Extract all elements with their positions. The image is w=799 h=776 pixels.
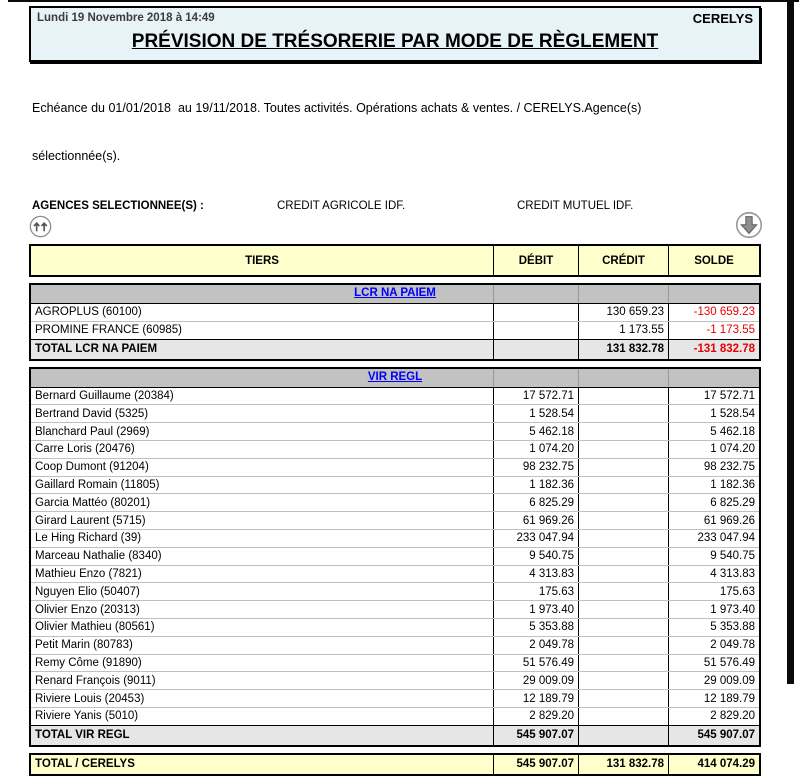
column-header-row	[29, 244, 761, 277]
tiers-cell: Remy Côme (91890)	[35, 656, 142, 669]
table-row	[31, 636, 759, 654]
debit-cell: 51 576.49	[493, 655, 578, 672]
table-row	[31, 547, 759, 565]
column-header-credit: CRÉDIT	[578, 246, 668, 275]
tiers-cell: Olivier Mathieu (80561)	[35, 621, 155, 634]
debit-cell	[493, 322, 578, 339]
credit-cell	[578, 708, 668, 725]
scroll-to-bottom-button[interactable]	[735, 211, 763, 239]
solde-cell: 1 074.20	[668, 441, 759, 458]
grand-total-debit: 545 907.07	[493, 755, 578, 774]
tiers-cell: TOTAL VIR REGL	[35, 729, 130, 742]
credit-cell	[578, 441, 668, 458]
debit-cell: 29 009.09	[493, 672, 578, 689]
grand-total-row	[29, 753, 761, 776]
agency-item: CREDIT AGRICOLE IDF.	[277, 200, 406, 212]
window-frame-top-line	[8, 0, 799, 2]
tiers-cell: Carre Loris (20476)	[35, 443, 135, 456]
credit-cell	[578, 601, 668, 618]
credit-cell	[578, 726, 668, 745]
tiers-cell: Blanchard Paul (2969)	[35, 425, 150, 438]
report-datetime: Lundi 19 Novembre 2018 à 14:49	[37, 12, 215, 24]
debit-cell: 175.63	[493, 583, 578, 600]
grand-total-credit: 131 832.78	[578, 755, 668, 774]
credit-cell	[578, 423, 668, 440]
report-header	[29, 6, 761, 62]
agency-item: CREDIT MUTUEL IDF.	[517, 200, 634, 212]
tiers-cell: Bernard Guillaume (20384)	[35, 389, 174, 402]
table-row	[31, 304, 759, 321]
double-up-arrow-icon	[29, 215, 52, 238]
tiers-cell: Bertrand David (5325)	[35, 407, 149, 420]
table-row	[31, 565, 759, 583]
solde-cell: 6 825.29	[668, 494, 759, 511]
tiers-cell: Girard Laurent (5715)	[35, 514, 146, 527]
credit-cell	[578, 655, 668, 672]
credit-cell	[578, 494, 668, 511]
selected-agencies-row	[29, 200, 761, 212]
credit-cell: 131 832.78	[578, 340, 668, 359]
debit-cell	[493, 304, 578, 321]
credit-cell	[578, 405, 668, 422]
table-row	[31, 458, 759, 476]
tiers-cell: Olivier Enzo (20313)	[35, 603, 140, 616]
tiers-cell: Renard François (9011)	[35, 674, 156, 687]
debit-cell: 98 232.75	[493, 459, 578, 476]
tiers-cell: PROMINE FRANCE (60985)	[35, 324, 182, 337]
company-name: CERELYS	[692, 11, 753, 26]
table-row	[31, 511, 759, 529]
tiers-cell: Marceau Nathalie (8340)	[35, 550, 162, 563]
navigation-row	[29, 214, 761, 241]
solde-cell: 1 528.54	[668, 405, 759, 422]
table-row	[31, 600, 759, 618]
column-header-debit: DÉBIT	[493, 246, 578, 275]
solde-cell: 51 576.49	[668, 655, 759, 672]
table-row	[31, 618, 759, 636]
debit-cell: 1 973.40	[493, 601, 578, 618]
report-criteria	[29, 68, 761, 196]
tiers-cell: Coop Dumont (91204)	[35, 461, 149, 474]
table-row	[31, 321, 759, 339]
report-title: PRÉVISION DE TRÉSORERIE PAR MODE DE RÈGLEMENT	[131, 31, 659, 52]
table-row	[31, 388, 759, 405]
debit-cell: 4 313.83	[493, 566, 578, 583]
credit-cell	[578, 530, 668, 547]
tiers-cell: Le Hing Richard (39)	[35, 532, 142, 545]
table-row	[31, 440, 759, 458]
debit-cell: 9 540.75	[493, 548, 578, 565]
solde-cell: 12 189.79	[668, 690, 759, 707]
debit-cell: 61 969.26	[493, 512, 578, 529]
solde-cell: -130 659.23	[668, 304, 759, 321]
debit-cell	[493, 340, 578, 359]
solde-cell: 2 049.78	[668, 637, 759, 654]
report-sections	[29, 283, 761, 747]
debit-cell: 17 572.71	[493, 388, 578, 405]
section-header	[31, 285, 759, 304]
credit-cell	[578, 690, 668, 707]
criteria-line-2: sélectionnée(s).	[32, 149, 121, 163]
tiers-cell: Riviere Yanis (5010)	[35, 710, 139, 723]
tiers-cell: Nguyen Elio (50407)	[35, 585, 140, 598]
section-vir-regl	[29, 367, 761, 747]
credit-cell	[578, 512, 668, 529]
section-title-link[interactable]: VIR REGL	[367, 370, 423, 383]
table-row	[31, 689, 759, 707]
solde-cell: 98 232.75	[668, 459, 759, 476]
credit-cell	[578, 477, 668, 494]
solde-cell: 175.63	[668, 583, 759, 600]
table-row	[31, 404, 759, 422]
solde-cell: 29 009.09	[668, 672, 759, 689]
credit-cell: 1 173.55	[578, 322, 668, 339]
solde-cell: 1 973.40	[668, 601, 759, 618]
debit-cell: 5 462.18	[493, 423, 578, 440]
section-title-link[interactable]: LCR NA PAIEM	[354, 287, 436, 299]
credit-cell	[578, 459, 668, 476]
solde-cell: 17 572.71	[668, 388, 759, 405]
table-row	[31, 654, 759, 672]
section-total-row	[31, 725, 759, 745]
solde-cell: -1 173.55	[668, 322, 759, 339]
tiers-cell: Riviere Louis (20453)	[35, 692, 145, 705]
grand-total-solde: 414 074.29	[668, 755, 759, 774]
credit-cell	[578, 619, 668, 636]
down-arrow-icon	[735, 211, 763, 239]
tiers-cell: Mathieu Enzo (7821)	[35, 567, 142, 580]
solde-cell: -131 832.78	[668, 340, 759, 359]
solde-cell: 2 829.20	[668, 708, 759, 725]
window-frame-right-bar	[787, 0, 794, 684]
agencies-label: AGENCES SELECTIONNEE(S) :	[32, 200, 204, 212]
credit-cell: 130 659.23	[578, 304, 668, 321]
section-header	[31, 369, 759, 388]
table-row	[31, 493, 759, 511]
debit-cell: 1 528.54	[493, 405, 578, 422]
solde-cell: 5 462.18	[668, 423, 759, 440]
tiers-cell: Petit Marin (80783)	[35, 639, 133, 652]
table-row	[31, 707, 759, 725]
debit-cell: 1 074.20	[493, 441, 578, 458]
credit-cell	[578, 672, 668, 689]
tiers-cell: AGROPLUS (60100)	[35, 306, 142, 319]
credit-cell	[578, 583, 668, 600]
solde-cell: 233 047.94	[668, 530, 759, 547]
section-total-row	[31, 339, 759, 359]
solde-cell: 61 969.26	[668, 512, 759, 529]
scroll-to-top-button[interactable]	[29, 215, 52, 238]
tiers-cell: Gaillard Romain (11805)	[35, 478, 160, 491]
table-row	[31, 422, 759, 440]
solde-cell: 9 540.75	[668, 548, 759, 565]
credit-cell	[578, 388, 668, 405]
solde-cell: 4 313.83	[668, 566, 759, 583]
table-row	[31, 582, 759, 600]
debit-cell: 233 047.94	[493, 530, 578, 547]
column-header-tiers: TIERS	[245, 254, 279, 267]
section-lcr-na-paiem	[29, 283, 761, 361]
table-row	[31, 476, 759, 494]
credit-cell	[578, 548, 668, 565]
table-row	[31, 671, 759, 689]
debit-cell: 2 829.20	[493, 708, 578, 725]
debit-cell: 545 907.07	[493, 726, 578, 745]
table-row	[31, 529, 759, 547]
debit-cell: 1 182.36	[493, 477, 578, 494]
debit-cell: 6 825.29	[493, 494, 578, 511]
debit-cell: 2 049.78	[493, 637, 578, 654]
debit-cell: 12 189.79	[493, 690, 578, 707]
debit-cell: 5 353.88	[493, 619, 578, 636]
report-page	[29, 6, 761, 776]
solde-cell: 5 353.88	[668, 619, 759, 636]
criteria-line-1: Echéance du 01/01/2018 au 19/11/2018. Toutes activités. Opérations achats & ventes. / CERELYS.Agence(s)	[32, 101, 642, 115]
grand-total-label: TOTAL / CERELYS	[35, 758, 135, 771]
solde-cell: 545 907.07	[668, 726, 759, 745]
solde-cell: 1 182.36	[668, 477, 759, 494]
tiers-cell: Garcia Mattéo (80201)	[35, 496, 151, 509]
credit-cell	[578, 637, 668, 654]
credit-cell	[578, 566, 668, 583]
column-header-solde: SOLDE	[668, 246, 759, 275]
tiers-cell: TOTAL LCR NA PAIEM	[35, 343, 158, 356]
